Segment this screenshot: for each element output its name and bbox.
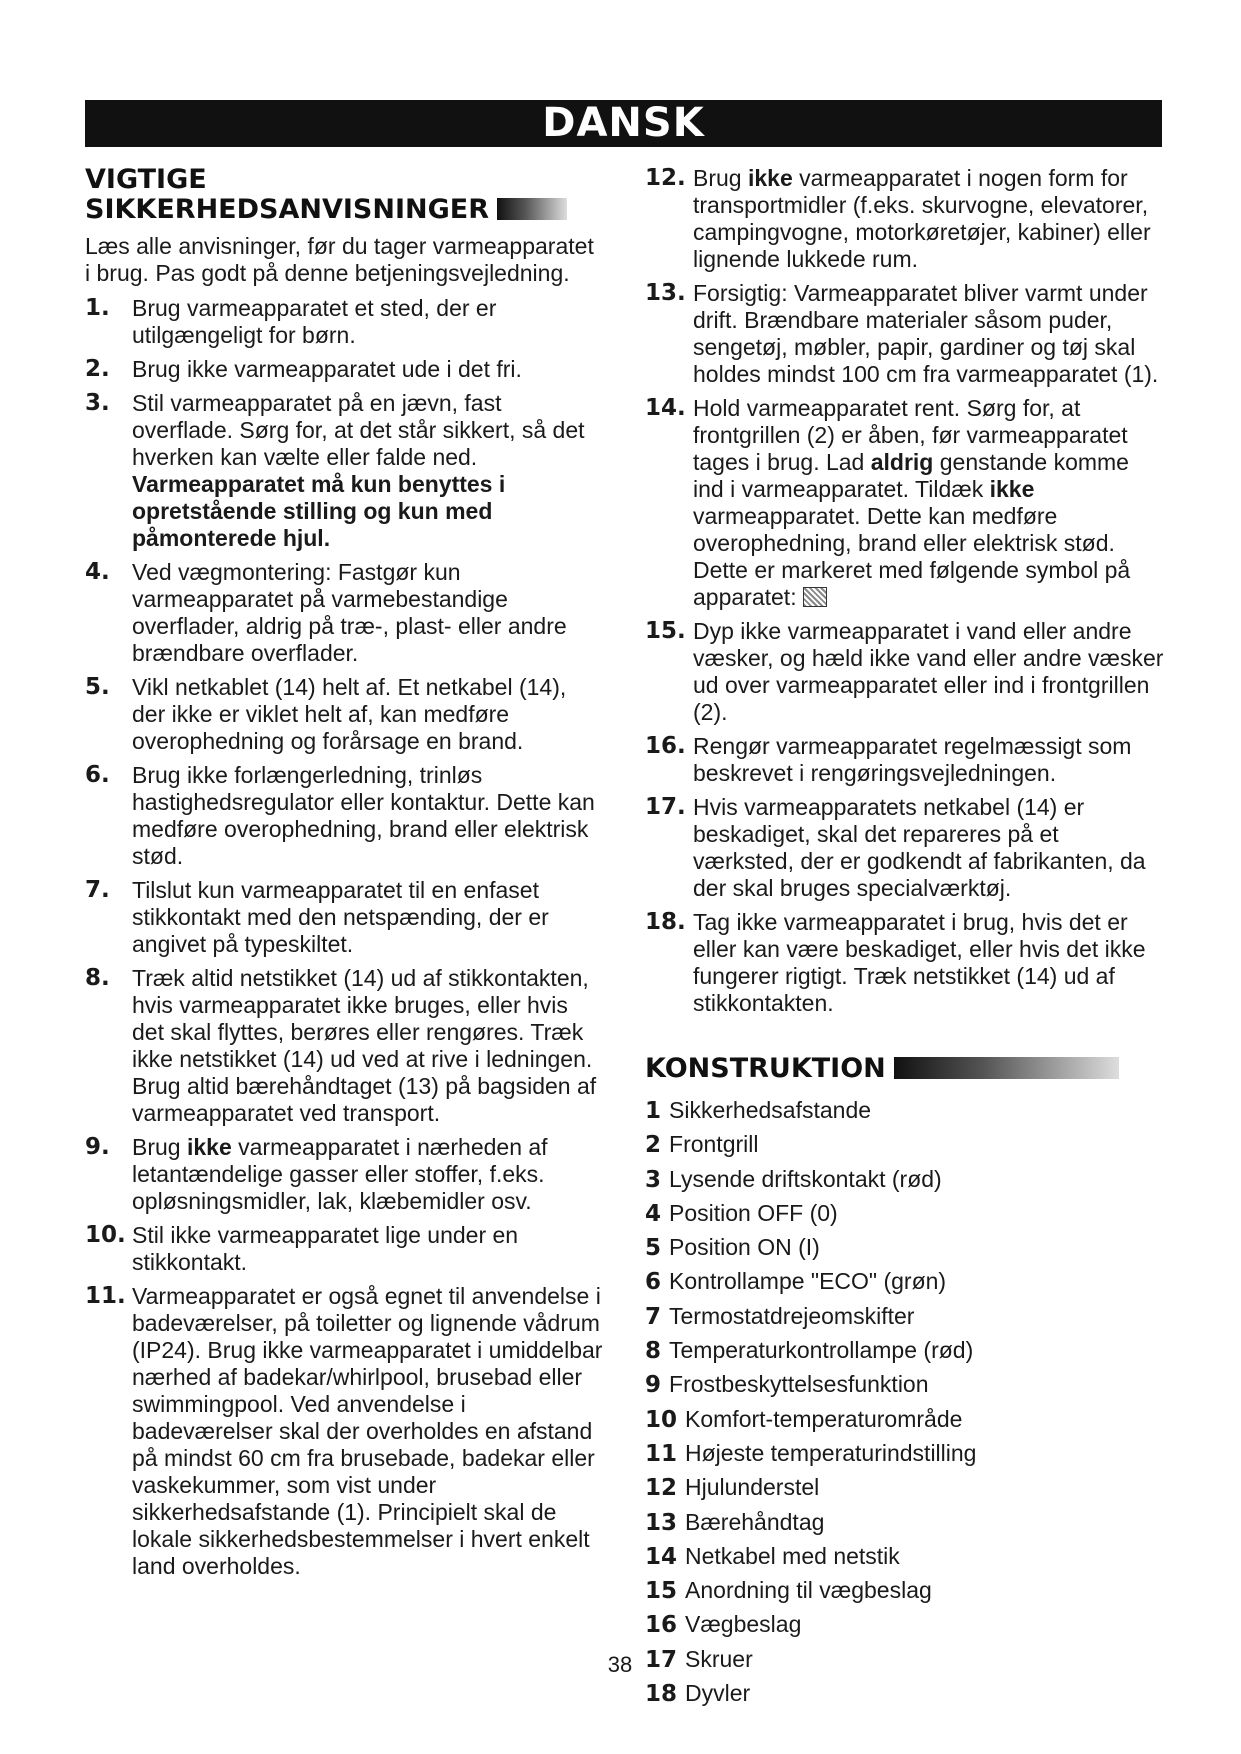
- right-column: [645, 165, 1165, 1711]
- safety-list-left: [85, 295, 605, 1580]
- part-item: [645, 1163, 1165, 1197]
- safety-item-12: [645, 165, 1165, 273]
- construction-heading-text: KONSTRUKTION: [645, 1053, 886, 1084]
- item-number: 16.: [645, 733, 686, 759]
- part-label: Skruer: [685, 1645, 753, 1672]
- item-text: Hvis varmeapparatets netkabel (14) er beskadiget, skal det repareres på et værksted, der er godkendt af fabrikanten, da der skal bruges specialværktøj.: [693, 794, 1146, 901]
- safety-item-3: [85, 390, 605, 552]
- safety-item-7: [85, 877, 605, 958]
- item-text-pre: Hold varmeapparatet rent. Sørg for, at frontgrillen (2) er åben, før varmeapparatet tages i brug. Lad: [693, 395, 1128, 475]
- item-text: Brug ikke forlængerledning, trinløs hastighedsregulator eller kontaktur. Dette kan medføre overophedning, brand eller elektrisk stød.: [132, 762, 595, 869]
- item-text-emphasis: aldrig: [870, 449, 934, 475]
- part-label: Termostatdrejeomskifter: [669, 1302, 915, 1329]
- item-number: 9.: [85, 1134, 110, 1160]
- safety-item-6: [85, 762, 605, 870]
- part-item: [645, 1197, 1165, 1231]
- do-not-cover-icon: [803, 587, 827, 607]
- item-text: Vikl netkablet (14) helt af. Et netkabel (14), der ikke er viklet helt af, kan medføre overophedning og forårsage en brand.: [132, 674, 567, 754]
- safety-item-9: [85, 1134, 605, 1215]
- part-label: Dyvler: [685, 1680, 751, 1707]
- safety-item-13: [645, 280, 1165, 388]
- part-item: [645, 1643, 1165, 1677]
- part-number: 6: [645, 1269, 662, 1296]
- part-item: [645, 1437, 1165, 1471]
- part-label: Hjulunderstel: [685, 1474, 820, 1501]
- safety-item-8: [85, 965, 605, 1127]
- part-label: Frostbeskyttelsesfunktion: [669, 1371, 929, 1398]
- language-banner: DANSK: [85, 100, 1162, 147]
- part-label: Frontgrill: [669, 1131, 759, 1158]
- part-number: 17: [645, 1646, 678, 1673]
- part-number: 10: [645, 1406, 678, 1433]
- item-text-pre: Brug: [132, 1134, 187, 1160]
- safety-item-16: [645, 733, 1165, 787]
- item-number: 18.: [645, 909, 686, 935]
- part-number: 14: [645, 1543, 678, 1570]
- part-number: 18: [645, 1681, 678, 1708]
- safety-item-11: [85, 1283, 605, 1580]
- part-item: [645, 1094, 1165, 1128]
- item-text-post: varmeapparatet. Dette kan medføre overophedning, brand eller elektrisk stød. Dette er markeret med følgende symbol på apparatet:: [693, 503, 1131, 610]
- item-text-post: varmeapparatet i nærheden af letantændelige gasser eller stoffer, f.eks. opløsningsmidler, lak, klæbemidler osv.: [132, 1134, 548, 1214]
- part-item: [645, 1368, 1165, 1402]
- part-item: [645, 1334, 1165, 1368]
- part-number: 4: [645, 1200, 662, 1227]
- item-text: Tag ikke varmeapparatet i brug, hvis det er eller kan være beskadiget, eller hvis det ikke fungerer rigtigt. Træk netstikket (14) ud af stikkontakten.: [693, 909, 1146, 1016]
- part-label: Lysende driftskontakt (rød): [669, 1165, 942, 1192]
- item-text: Forsigtig: Varmeapparatet bliver varmt under drift. Brændbare materialer såsom puder, sengetøj, møbler, papir, gardiner og tøj skal holdes mindst 100 cm fra varmeapparatet (1).: [693, 280, 1159, 387]
- safety-item-2: [85, 356, 605, 383]
- safety-item-17: [645, 794, 1165, 902]
- part-label: Højeste temperaturindstilling: [685, 1439, 977, 1466]
- part-number: 2: [645, 1132, 662, 1159]
- part-label: Bærehåndtag: [685, 1508, 825, 1535]
- safety-list-right: [645, 165, 1165, 1017]
- part-label: Kontrollampe "ECO" (grøn): [669, 1268, 947, 1295]
- item-text-post: varmeapparatet i nogen form for transportmidler (f.eks. skurvogne, elevatorer, campingvogne, motorkøretøjer, kabiner) eller lignende lukkede rum.: [693, 165, 1151, 272]
- safety-heading-line1: VIGTIGE: [85, 164, 207, 195]
- part-number: 9: [645, 1372, 662, 1399]
- safety-item-10: [85, 1222, 605, 1276]
- heading-gradient-bar: [894, 1057, 1119, 1079]
- part-number: 7: [645, 1303, 662, 1330]
- part-number: 11: [645, 1440, 678, 1467]
- item-number: 6.: [85, 762, 110, 788]
- item-text-emphasis-2: ikke: [989, 476, 1035, 502]
- item-text: Ved vægmontering: Fastgør kun varmeapparatet på varmebestandige overflader, aldrig på træ-, plast- eller andre brændbare overflader.: [132, 559, 567, 666]
- item-number: 3.: [85, 390, 110, 416]
- item-number: 4.: [85, 559, 110, 585]
- item-number: 5.: [85, 674, 110, 700]
- item-number: 13.: [645, 280, 686, 306]
- item-number: 2.: [85, 356, 110, 382]
- safety-item-1: [85, 295, 605, 349]
- parts-list: [645, 1094, 1165, 1711]
- part-label: Position ON (I): [669, 1234, 820, 1261]
- part-item: [645, 1231, 1165, 1265]
- section-spacer: [645, 1024, 1165, 1054]
- part-number: 5: [645, 1235, 662, 1262]
- safety-item-5: [85, 674, 605, 755]
- item-number: 1.: [85, 295, 110, 321]
- part-label: Komfort-temperaturområde: [685, 1405, 963, 1432]
- item-text: Træk altid netstikket (14) ud af stikkontakten, hvis varmeapparatet ikke bruges, eller hvis det skal flyttes, berøres eller rengøres. Træk ikke netstikket (14) ud ved at rive i ledningen. Brug altid bærehåndtaget (13) på bagsiden af varmeapparatet ved transport.: [132, 965, 597, 1126]
- item-number: 11.: [85, 1283, 126, 1309]
- part-item: [645, 1677, 1165, 1711]
- part-label: Temperaturkontrollampe (rød): [669, 1337, 974, 1364]
- item-text: Tilslut kun varmeapparatet til en enfaset stikkontakt med den netspænding, der er angivet på typeskiltet.: [132, 877, 549, 957]
- item-number: 15.: [645, 618, 686, 644]
- part-label: Netkabel med netstik: [685, 1542, 900, 1569]
- page-number: 38: [607, 1652, 633, 1677]
- part-item: [645, 1128, 1165, 1162]
- safety-item-18: [645, 909, 1165, 1017]
- item-text: Brug ikke varmeapparatet ude i det fri.: [132, 356, 522, 382]
- item-text: Rengør varmeapparatet regelmæssigt som beskrevet i rengøringsvejledningen.: [693, 733, 1132, 786]
- item-number: 17.: [645, 794, 686, 820]
- part-item: [645, 1608, 1165, 1642]
- item-number: 10.: [85, 1222, 126, 1248]
- safety-heading-line2: SIKKERHEDSANVISNINGER: [85, 194, 489, 225]
- part-label: Sikkerhedsafstande: [669, 1097, 872, 1123]
- part-number: 3: [645, 1166, 662, 1193]
- item-text-emphasis: ikke: [186, 1134, 232, 1160]
- part-item: [645, 1300, 1165, 1334]
- part-item: [645, 1265, 1165, 1299]
- item-text: Brug varmeapparatet et sted, der er utilgængeligt for børn.: [132, 295, 497, 348]
- part-number: 8: [645, 1338, 662, 1365]
- part-item: [645, 1471, 1165, 1505]
- part-number: 13: [645, 1509, 678, 1536]
- item-warning-note: Varmeapparatet må kun benyttes i opretstående stilling og kun med påmonterede hjul.: [132, 471, 506, 551]
- item-number: 12.: [645, 165, 686, 191]
- safety-item-4: [85, 559, 605, 667]
- part-number: 12: [645, 1475, 678, 1502]
- construction-heading: [645, 1054, 1165, 1084]
- part-item: [645, 1506, 1165, 1540]
- part-item: [645, 1403, 1165, 1437]
- part-label: Position OFF (0): [669, 1199, 838, 1226]
- heading-gradient-bar: [497, 198, 567, 220]
- item-number: 8.: [85, 965, 110, 991]
- safety-item-14: [645, 395, 1165, 611]
- item-text-mid: genstande komme ind i varmeapparatet. Tildæk: [693, 449, 1129, 502]
- part-label: Vægbeslag: [685, 1611, 802, 1638]
- item-number: 14.: [645, 395, 686, 421]
- item-text: Stil varmeapparatet på en jævn, fast overflade. Sørg for, at det står sikkert, så det hverken kan vælte eller falde ned.: [132, 390, 585, 470]
- item-number: 7.: [85, 877, 110, 903]
- item-text-pre: Brug: [693, 165, 748, 191]
- item-text-emphasis: ikke: [747, 165, 793, 191]
- part-label: Anordning til vægbeslag: [685, 1577, 932, 1604]
- safety-heading: [85, 165, 605, 225]
- left-column: [85, 165, 605, 1587]
- safety-item-15: [645, 618, 1165, 726]
- part-number: 1: [645, 1098, 662, 1124]
- item-text: Varmeapparatet er også egnet til anvendelse i badeværelser, på toiletter og lignende vådrum (IP24). Brug ikke varmeapparatet i umiddelbar nærhed af badekar/whirlpool, brusebad eller swimmingpool. Ved anvendelse i badeværelser skal der overholdes en afstand på mindst 60 cm fra brusebade, badekar eller vaskekummer, som vist under sikkerhedsafstande (1). Principielt skal de lokale sikkerhedsbestemmelser i hvert enkelt land overholdes.: [132, 1283, 603, 1579]
- part-number: 15: [645, 1578, 678, 1605]
- item-text: Stil ikke varmeapparatet lige under en stikkontakt.: [132, 1222, 519, 1275]
- part-item: [645, 1574, 1165, 1608]
- part-item: [645, 1540, 1165, 1574]
- part-number: 16: [645, 1612, 678, 1639]
- safety-intro: Læs alle anvisninger, før du tager varmeapparatet i brug. Pas godt på denne betjeningsvejledning.: [85, 233, 594, 286]
- item-text: Dyp ikke varmeapparatet i vand eller andre væsker, og hæld ikke vand eller andre væsker ud over varmeapparatet eller ind i frontgrillen (2).: [693, 618, 1164, 725]
